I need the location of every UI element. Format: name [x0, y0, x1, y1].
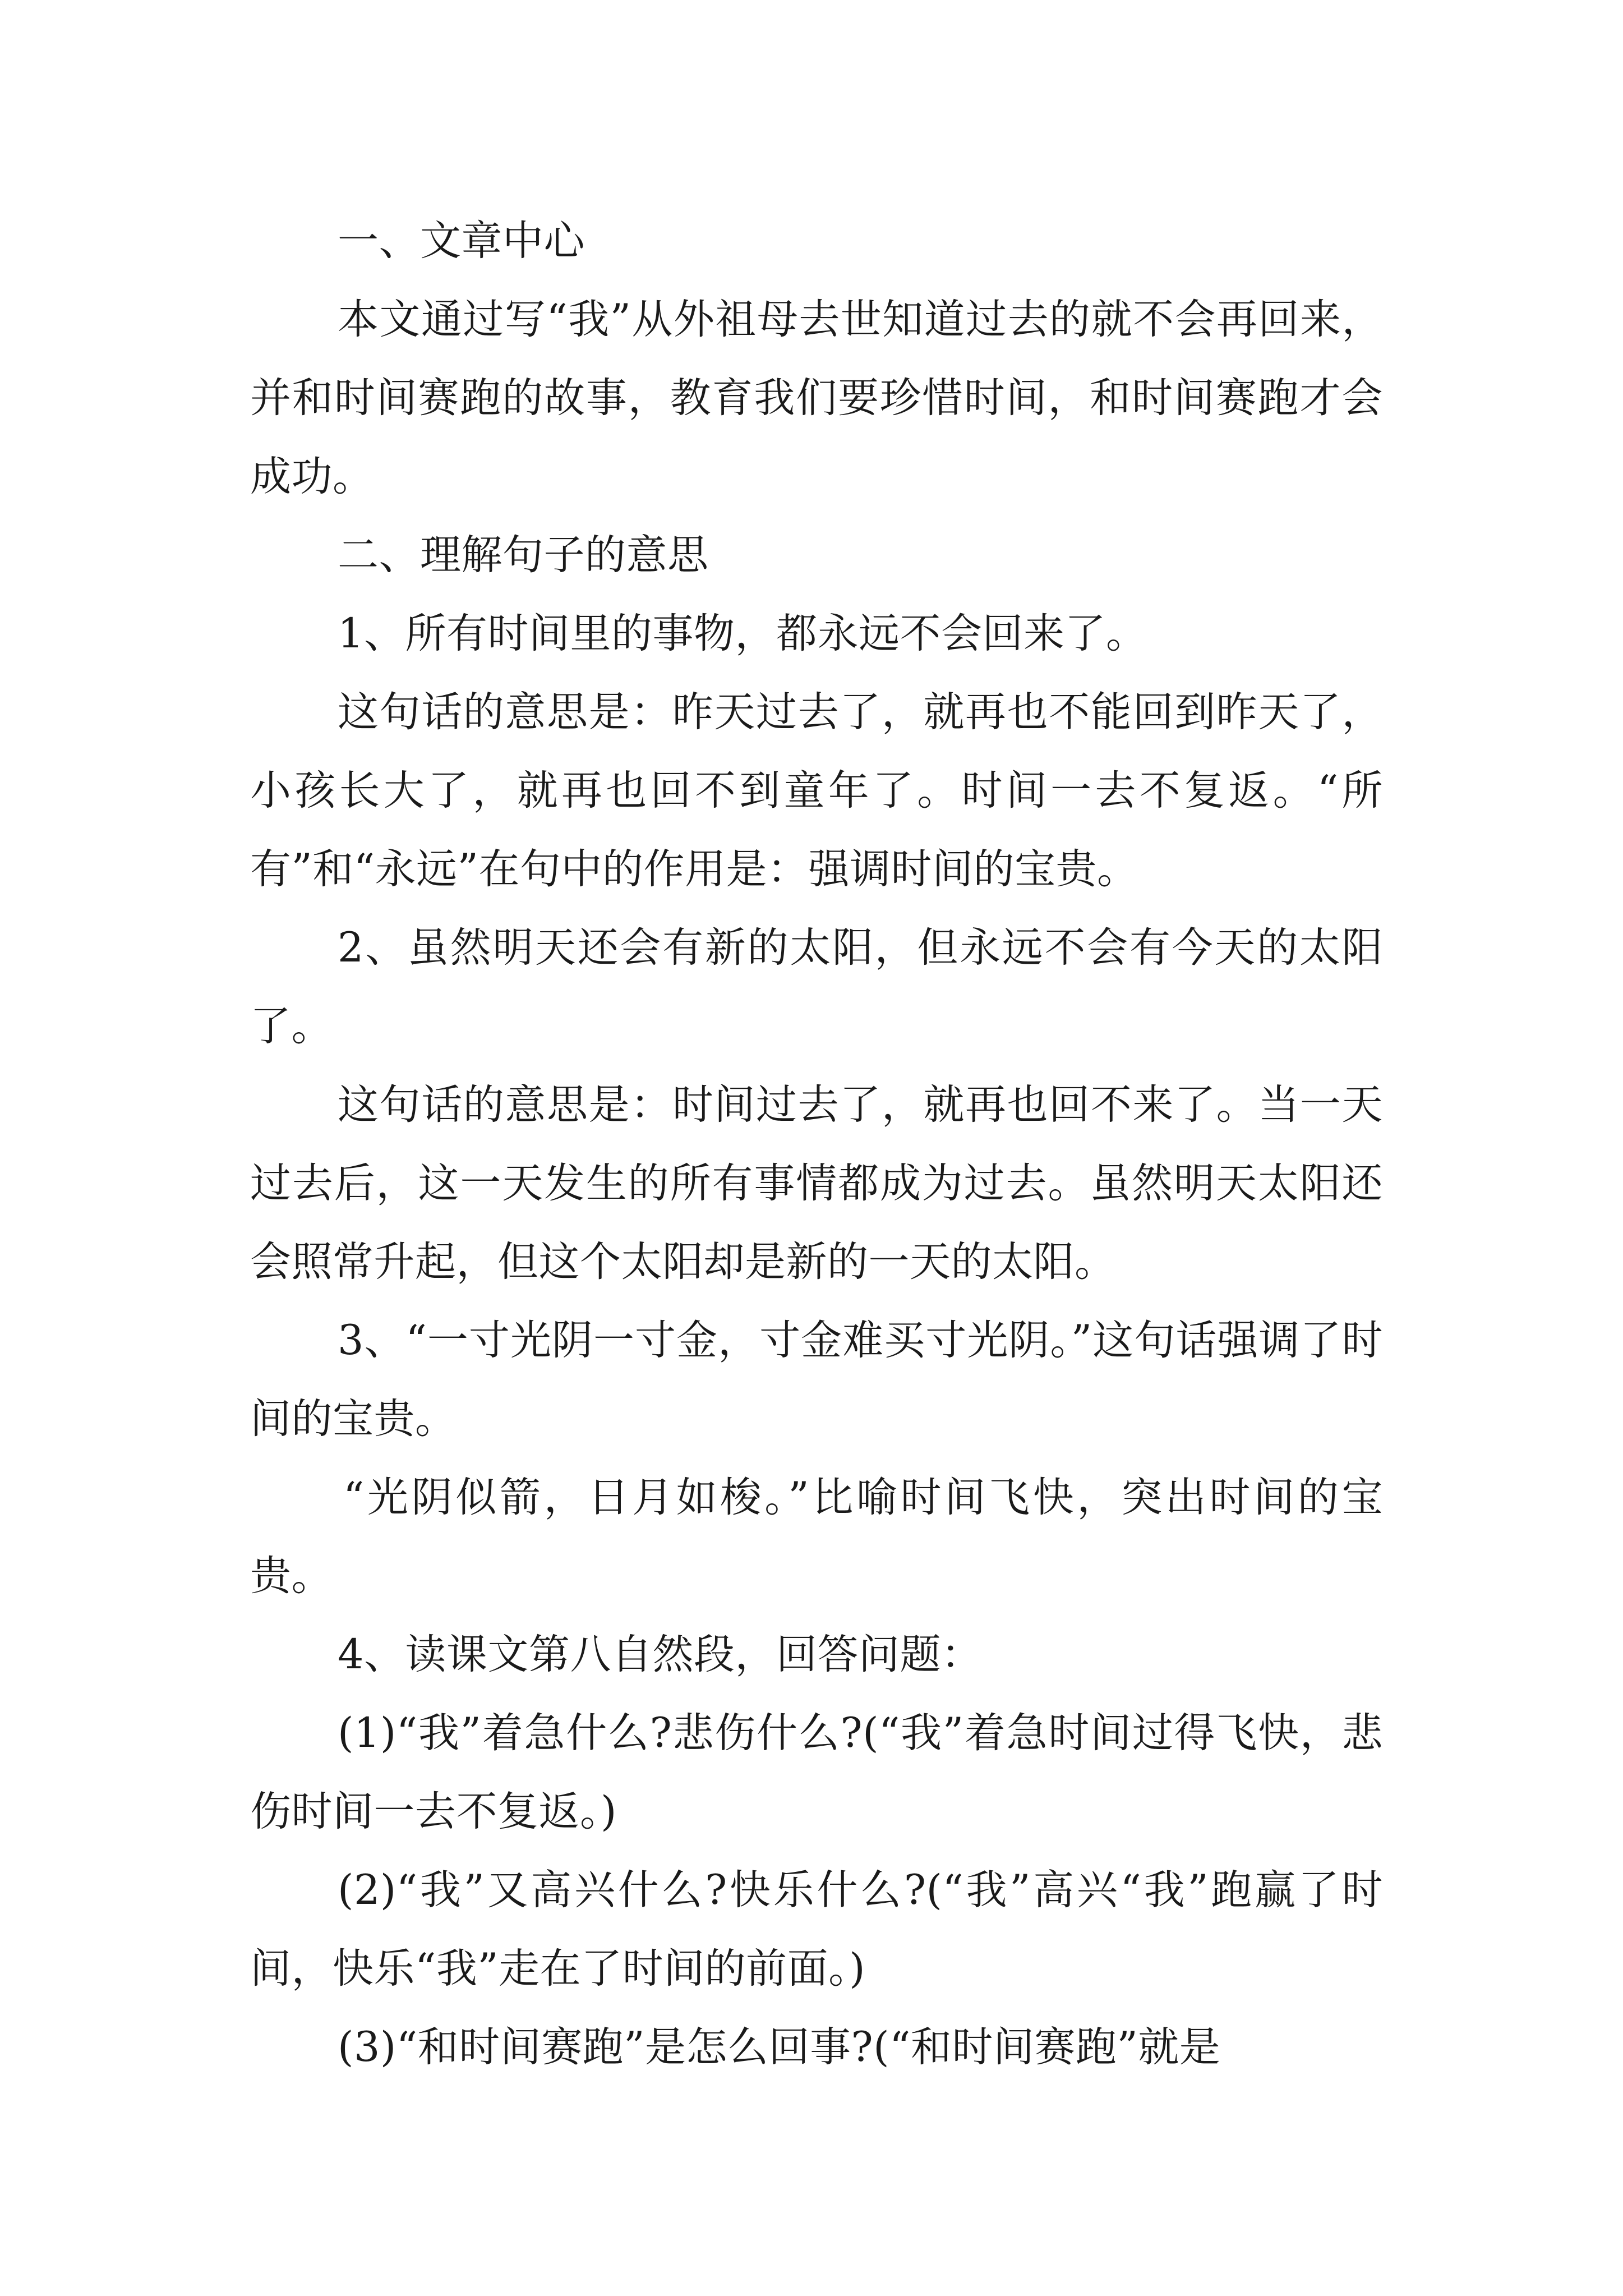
sentence-1-explanation: 这句话的意思是：昨天过去了，就再也不能回到昨天了，小孩长大了，就再也回不到童年了。时间一去不复返。“所有”和“永远”在句中的作用是：强调时间的宝贵。	[250, 688, 1383, 893]
document-body	[250, 202, 1383, 2087]
sentence-1: 1、所有时间里的事物，都永远不会回来了。	[338, 610, 1147, 657]
section-heading-center: 一、文章中心	[338, 217, 585, 265]
sentence-3-extra: “光阴似箭，日月如梭。”比喻时间飞快，突出时间的宝贵。	[250, 1474, 1383, 1600]
question-4: 4、读课文第八自然段，回答问题：	[338, 1631, 983, 1678]
section-heading-sentences: 二、理解句子的意思	[338, 531, 709, 579]
sentence-2: 2、虽然明天还会有新的太阳，但永远不会有今天的太阳了。	[250, 924, 1383, 1050]
sentence-3: 3、“一寸光阴一寸金，寸金难买寸光阴。”这句话强调了时间的宝贵。	[250, 1317, 1383, 1443]
sentence-2-explanation: 这句话的意思是：时间过去了，就再也回不来了。当一天过去后，这一天发生的所有事情都成为过去。虽然明天太阳还会照常升起，但这个太阳却是新的一天的太阳。	[250, 1081, 1383, 1286]
question-4-3: (3)“和时间赛跑”是怎么回事?(“和时间赛跑”就是	[338, 2023, 1221, 2071]
question-4-1: (1)“我”着急什么?悲伤什么?(“我”着急时间过得飞快，悲伤时间一去不复返。)	[250, 1709, 1383, 1835]
question-4-2: (2)“我”又高兴什么?快乐什么?(“我”高兴“我”跑赢了时间，快乐“我”走在了时间的前面。)	[250, 1866, 1383, 1993]
paragraph-summary: 本文通过写“我”从外祖母去世知道过去的就不会再回来，并和时间赛跑的故事，教育我们要珍惜时间，和时间赛跑才会成功。	[250, 296, 1383, 500]
